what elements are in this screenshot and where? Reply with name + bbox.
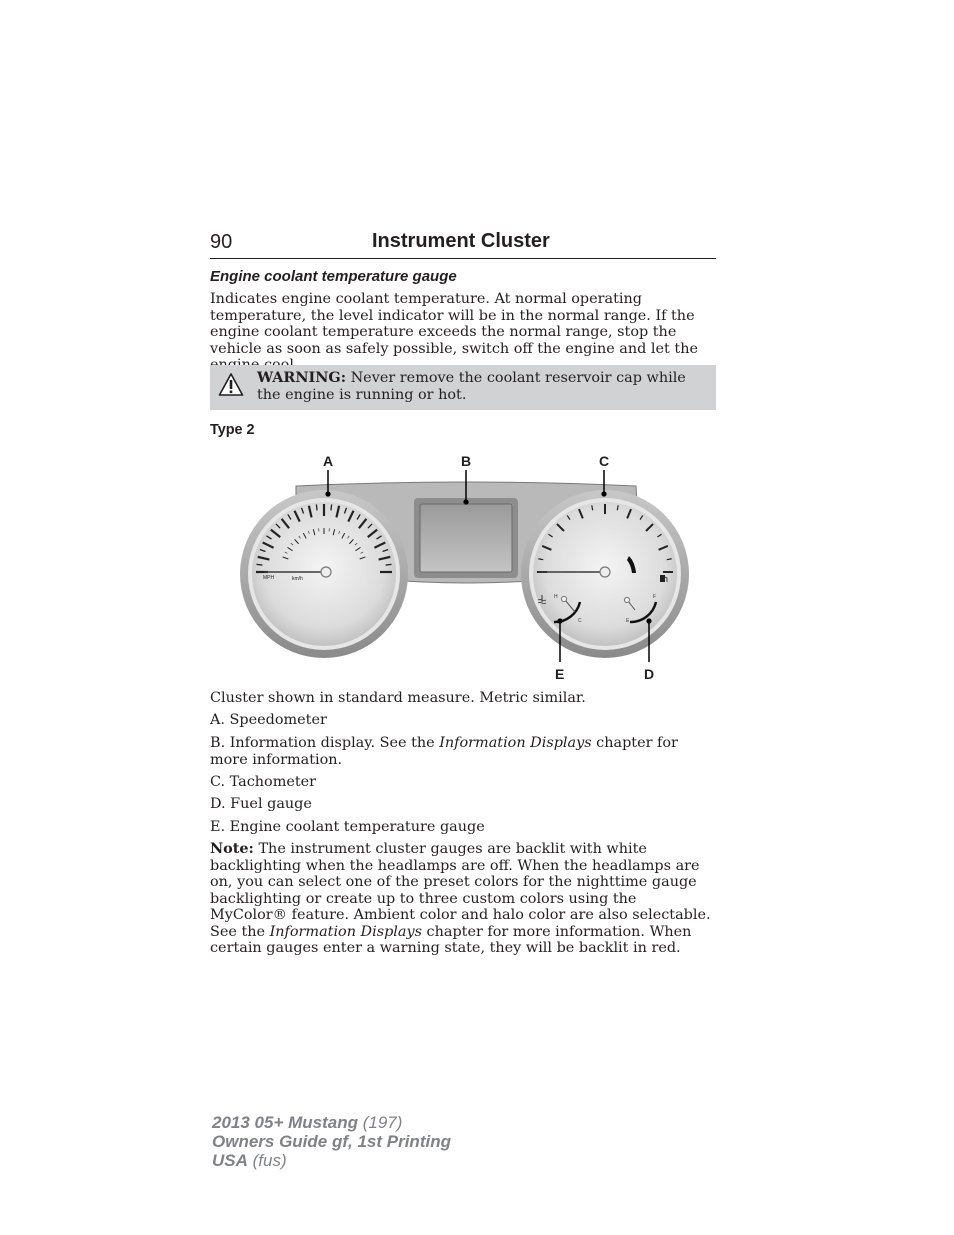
item-fuel-gauge: D. Fuel gauge xyxy=(210,796,312,812)
item-speedometer: A. Speedometer xyxy=(210,712,327,728)
warning-icon xyxy=(218,372,244,398)
speedometer-gauge xyxy=(240,490,408,658)
warning-label: WARNING: xyxy=(257,369,347,386)
warning-box xyxy=(210,365,716,410)
note-chapter-ref: Information Displays xyxy=(269,923,422,940)
item-tachometer: C. Tachometer xyxy=(210,774,317,790)
warning-text xyxy=(257,369,712,404)
footer-model-code: (197) xyxy=(358,1113,403,1132)
note-label: Note: xyxy=(210,840,254,857)
item-coolant-gauge: E. Engine coolant temperature gauge xyxy=(210,819,485,835)
warning-body: Never remove the coolant reservoir cap while the engine is running or hot. xyxy=(257,370,686,403)
figure-caption: Cluster shown in standard measure. Metric similar. xyxy=(210,690,586,706)
temp-cold-label: C xyxy=(578,618,582,624)
tachometer-gauge xyxy=(521,490,689,658)
callout-b-label: B xyxy=(461,453,472,469)
gauge-tick xyxy=(256,564,262,565)
callout-e-label: E xyxy=(555,666,565,682)
fuel-full-label: F xyxy=(653,594,657,600)
gauge-tick xyxy=(386,564,392,565)
intro-paragraph: Indicates engine coolant temperature. At normal operating temperature, the level indicator will be in the normal range. If the engine coolant temperature exceeds the normal range, stop the vehicle as soon as safely possible, switch off the engine and let the xyxy=(210,291,698,357)
gauge-tick xyxy=(316,504,317,510)
item-b-prefix: B. Information display. See the xyxy=(210,735,440,751)
footer-model: 2013 05+ Mustang xyxy=(212,1113,358,1132)
temp-hot-label: H xyxy=(554,594,558,600)
information-display xyxy=(414,498,518,578)
footer xyxy=(212,1113,451,1170)
callout-c-label: C xyxy=(599,453,610,469)
footer-guide: Owners Guide gf, 1st Printing xyxy=(212,1132,451,1151)
speedometer-hub xyxy=(321,567,331,577)
header-rule xyxy=(210,258,716,259)
note-paragraph xyxy=(210,841,716,957)
page-number: 90 xyxy=(210,231,233,253)
footer-market-code: (fus) xyxy=(247,1151,287,1170)
callout-d-label: D xyxy=(644,666,655,682)
speedometer-unit-mph: MPH xyxy=(263,575,275,581)
fuel-empty-label: E xyxy=(626,618,630,624)
type-label: Type 2 xyxy=(210,422,255,438)
item-information-display xyxy=(210,735,716,768)
section-title: Engine coolant temperature gauge xyxy=(210,268,457,285)
item-b-suffix: chapter for more information. xyxy=(210,735,678,768)
note-text-2: chapter for more information. When certain gauges enter a warning state, they will be backlit in red. xyxy=(210,923,692,956)
gauge-tick xyxy=(331,504,332,510)
instrument-cluster-figure xyxy=(236,448,696,688)
footer-market: USA xyxy=(212,1151,248,1170)
page-title: Instrument Cluster xyxy=(372,230,550,252)
speedometer-unit-kmh: km/h xyxy=(292,576,303,582)
note-text-1: The instrument cluster gauges are backlit with white backlighting when the headlamps are off. When the headlamps are on, you can select one of the preset colors for the nighttime gauge backlighting or create up to three custom colors using the MyColor® feature. Ambient color and halo color are also selectable. See the xyxy=(210,841,711,940)
item-b-chapter-ref: Information Displays xyxy=(439,735,592,751)
tachometer-hub xyxy=(600,567,610,577)
callout-a-label: A xyxy=(323,453,334,469)
